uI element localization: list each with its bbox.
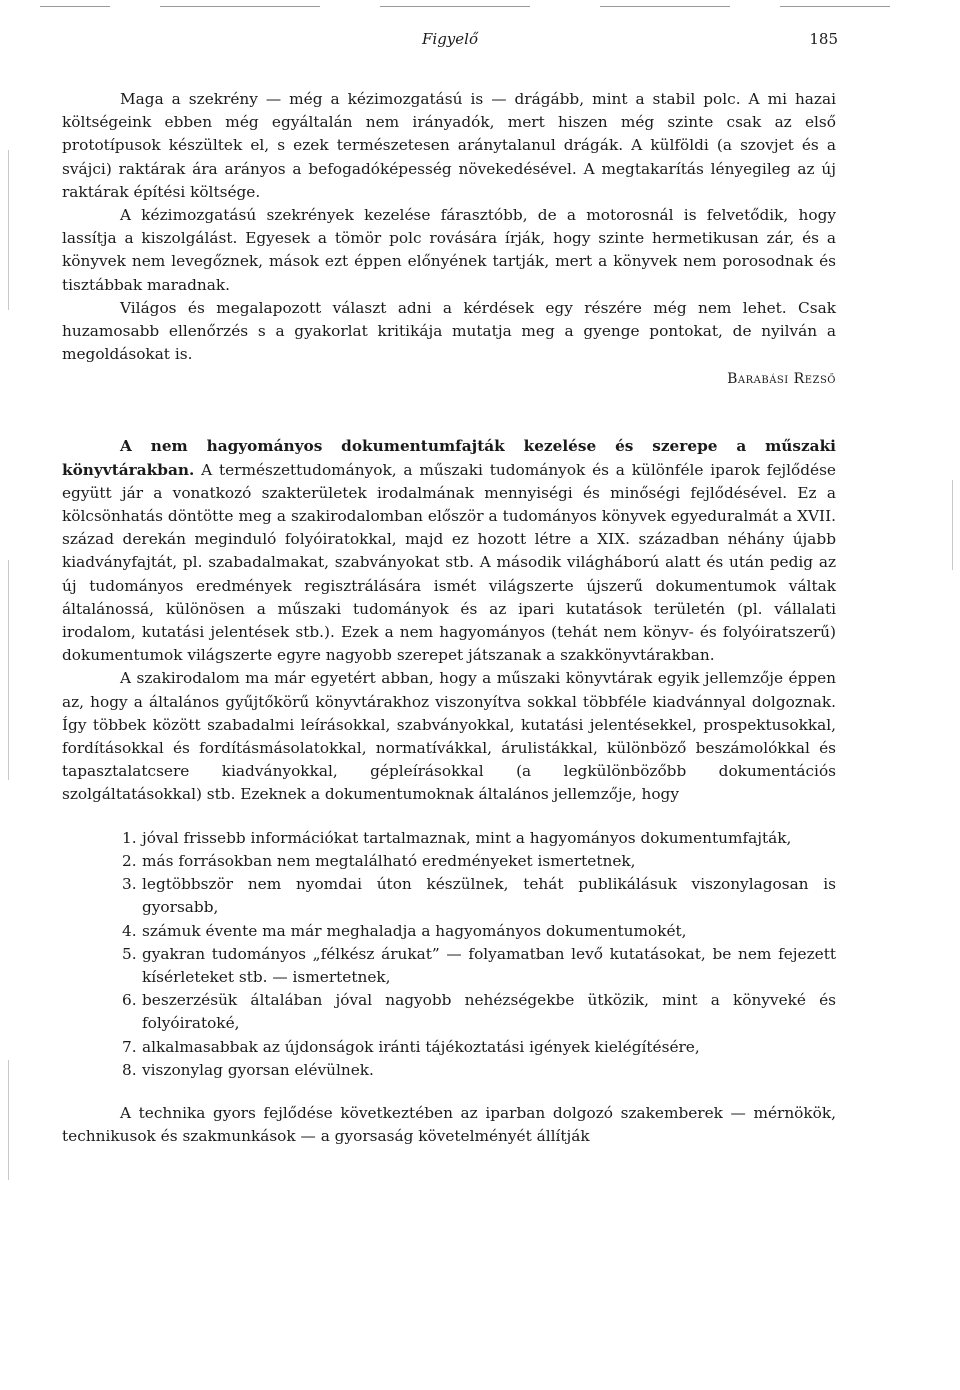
characteristics-list (62, 827, 836, 1082)
paragraph-text: A természettudományok, a műszaki tudományok és a különféle iparok fejlődése együtt jár a vonatkozó szakterületek irodalmának mennyiségi és minőségi fejlődésével. Ez a kölcsönhatás döntötte meg a szakirodalomban először a tudományos könyvek egyeduralmát a XVII. század derekán meginduló folyóiratokkal, majd ez hozott létre a XIX. században néhány újabb kiadványfajtát, pl. szabadalmakat, szabványokat stb. A második világháború alatt és után pedig az új tudományos eredmények regisztrálására ismét világszerte újszerű dokumentumok váltak általánossá, különösen a műszaki tudományok és az ipari kutatások területén (pl. vállalati irodalom, kutatási jelentések stb.). Ezek a nem hagyományos (tehát nem könyv- és folyóiratszerű) dokumentumok világszerte egyre nagyobb szerepet játszanak a szakkönyvtárakban. (62, 460, 836, 665)
list-text: jóval frissebb információkat tartalmaznak, mint a hagyományos dokumentumfajták, (142, 828, 792, 847)
list-item (122, 989, 836, 1035)
top-rule (380, 6, 530, 7)
top-rule (780, 6, 890, 7)
article-intro-paragraph (62, 435, 836, 667)
section-gap (62, 391, 836, 435)
list-number: 8. (122, 1060, 137, 1079)
list-text: legtöbbször nem nyomdai úton készülnek, tehát publikálásuk viszonylagosan is gyorsabb, (142, 875, 836, 917)
list-item (122, 1059, 836, 1082)
list-gap (62, 807, 836, 827)
list-number: 4. (122, 921, 137, 940)
body-text (62, 88, 836, 1148)
list-number: 5. (122, 944, 137, 963)
list-number: 6. (122, 991, 137, 1010)
paragraph: Maga a szekrény — még a kézimozgatású is — drágább, mint a stabil polc. A mi hazai költségeink ebben még egyáltalán nem irányadók, mert hiszen még szinte csak az első prototípusok készültek el, s ezek természetesen aránytalanul drágák. A külföldi (a szovjet és a svájci) raktárak ára arányos a befogadóképesség növekedésével. A megtakarítás lényegileg az új raktárak építési költsége. (62, 90, 836, 201)
article-title: A nem hagyományos dokumentumfajták kezelése és szerepe a műszaki könyvtárakban. (62, 437, 836, 479)
journal-title: Figyelő (422, 30, 478, 48)
author-signature: Barabási Rezső (727, 371, 836, 388)
list-item (122, 850, 836, 873)
scan-margin-line (8, 1060, 9, 1180)
scan-margin-line (8, 560, 9, 780)
top-rule (160, 6, 320, 7)
top-rule (600, 6, 730, 7)
list-text: más forrásokban nem megtalálható eredményeket ismertetnek, (142, 851, 636, 870)
list-gap (62, 1082, 836, 1102)
list-number: 7. (122, 1037, 137, 1056)
list-text: beszerzésük általában jóval nagyobb nehézségekbe ütközik, mint a könyveké és folyóiratoké, (142, 991, 836, 1033)
list-item (122, 827, 836, 850)
running-header (62, 30, 836, 56)
paragraph: A kézimozgatású szekrények kezelése fárasztóbb, de a motorosnál is felvetődik, hogy lassítja a kiszolgálást. Egyesek a tömör polc rovására írják, hogy szinte hermetikusan zár, és a könyvek nem levegőznek, mások ezt éppen előnyének tartják, mert a könyvek nem porosodnak és tisztábbak maradnak. (62, 206, 836, 294)
paragraph: A szakirodalom ma már egyetért abban, hogy a műszaki könyvtárak egyik jellemzője éppen az, hogy a általános gyűjtőkörű könyvtárakhoz viszonyítva sokkal többféle kiadvánnyal dolgoznak. Így többek között szabadalmi leírásokkal, szabványokkal, kutatási jelentésekkel, prospektusokkal, fordításokkal és fordításmásolatokkal, normatívákkal, árulistákkal, különböző beszámolókkal és tapasztalatcsere kiadványokkal, gépleírásokkal (a legkülönbözőbb dokumentációs szolgáltatásokkal) stb. Ezeknek a dokumentumoknak általános jellemzője, hogy (62, 669, 836, 804)
list-number: 1. (122, 828, 137, 847)
list-number: 2. (122, 851, 137, 870)
list-text: számuk évente ma már meghaladja a hagyományos dokumentumokét, (142, 921, 687, 940)
paragraph: A technika gyors fejlődése következtében az iparban dolgozó szakemberek — mérnökök, technikusok és szakmunkások — a gyorsaság követelményét állítják (62, 1103, 836, 1146)
list-text: gyakran tudományos „félkész árukat” — folyamatban levő kutatásokat, be nem fejezett kísérleteket stb. — ismertetnek, (142, 944, 836, 986)
list-item (122, 920, 836, 943)
scan-margin-line (952, 480, 953, 570)
list-item (122, 1036, 836, 1059)
list-text: viszonylag gyorsan elévülnek. (142, 1060, 374, 1079)
top-rule (40, 6, 110, 7)
page-number: 185 (809, 30, 838, 48)
list-text: alkalmasabbak az újdonságok iránti tájékoztatási igények kielégítésére, (142, 1037, 700, 1056)
list-number: 3. (122, 875, 137, 894)
list-item (122, 943, 836, 989)
paragraph: Világos és megalapozott választ adni a kérdések egy részére még nem lehet. Csak huzamosabb ellenőrzés s a gyakorlat kritikája mutatja meg a gyenge pontokat, de nyilván a megoldásokat is. (62, 298, 836, 364)
list-item (122, 873, 836, 919)
scan-margin-line (8, 150, 9, 310)
